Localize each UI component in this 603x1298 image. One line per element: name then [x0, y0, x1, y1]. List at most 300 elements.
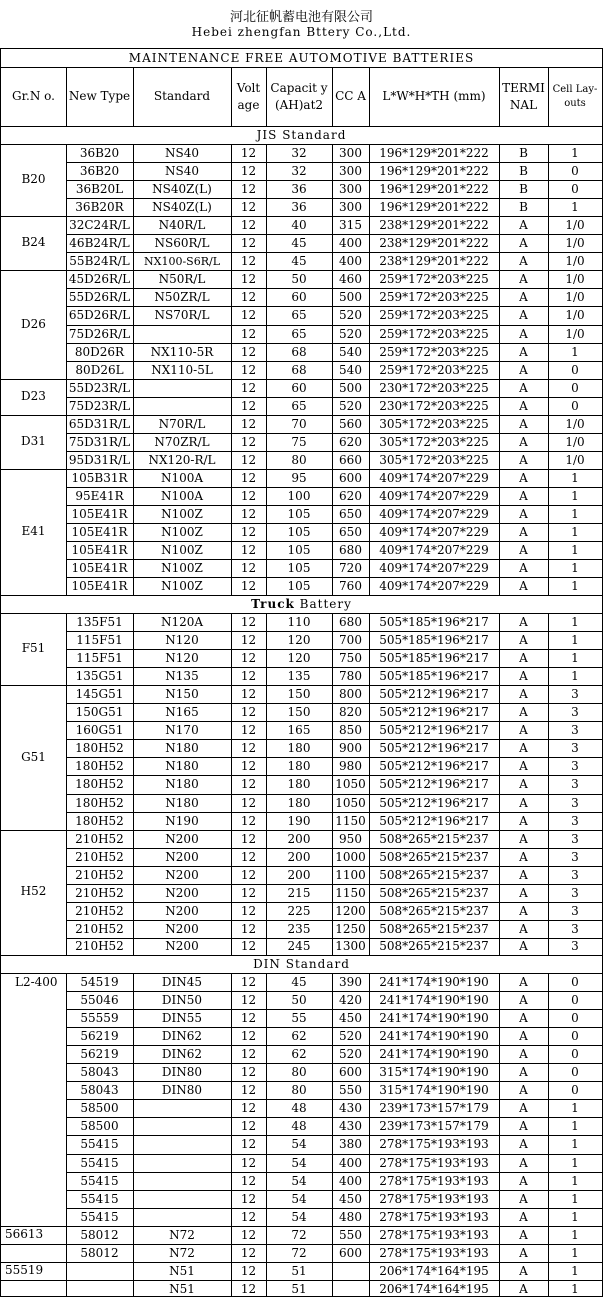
- cca-cell: 315: [339, 218, 362, 233]
- grid-hline: [66, 902, 603, 903]
- type-cell: 105E41R: [71, 579, 128, 594]
- cca-cell: 720: [339, 561, 362, 576]
- grid-vline: [231, 613, 232, 955]
- cca-cell: 1100: [335, 867, 366, 882]
- layout-cell: 1: [571, 579, 579, 594]
- layout-cell: 1: [571, 1137, 579, 1152]
- layout-cell: 1/0: [565, 452, 585, 467]
- standard-cell: [133, 1117, 231, 1135]
- standard-cell: N50R/L: [158, 272, 206, 287]
- grid-vline: [369, 144, 370, 595]
- standard-cell: [133, 1190, 231, 1208]
- type-cell: 80D26R: [74, 344, 125, 359]
- standard-cell: N100A: [160, 470, 204, 485]
- layout-cell: 1/0: [565, 254, 585, 269]
- terminal-cell: A: [519, 867, 528, 882]
- grid-hline: [66, 1154, 603, 1155]
- terminal-cell: A: [519, 1245, 528, 1260]
- grid-hline: [66, 1117, 603, 1118]
- capacity-cell: 40: [291, 218, 307, 233]
- dimensions-cell: 278*175*193*193: [379, 1191, 489, 1206]
- grid-vline: [266, 67, 267, 126]
- type-cell: 80D26L: [75, 362, 124, 377]
- layout-cell: 1: [571, 1173, 579, 1188]
- voltage-cell: 12: [240, 1245, 257, 1260]
- capacity-cell: 80: [291, 1083, 307, 1098]
- voltage-cell: 12: [240, 1227, 257, 1242]
- voltage-cell: 12: [240, 362, 257, 377]
- dimensions-cell: 305*172*203*225: [379, 452, 489, 467]
- standard-cell: NS40: [165, 164, 199, 179]
- grid-hline: [66, 991, 603, 992]
- layout-cell: 0: [571, 182, 579, 197]
- dimensions-cell: 505*185*196*217: [379, 615, 489, 630]
- cca-cell: 850: [339, 723, 362, 738]
- cca-cell: 550: [339, 1227, 362, 1242]
- type-cell: 95D31R/L: [68, 452, 131, 467]
- dimensions-cell: 196*129*201*222: [379, 200, 489, 215]
- voltage-cell: 12: [240, 1173, 257, 1188]
- capacity-cell: 51: [291, 1263, 307, 1278]
- type-cell: 210H52: [75, 885, 124, 900]
- company-name-zh: 河北征帆蓄电池有限公司: [229, 10, 373, 25]
- grid-hline: [0, 48, 603, 49]
- grid-hline: [66, 397, 603, 398]
- voltage-cell: 12: [240, 903, 257, 918]
- cca-cell: 420: [339, 993, 362, 1008]
- dimensions-cell: 305*172*203*225: [379, 416, 489, 431]
- grid-hline: [0, 216, 603, 217]
- standard-cell: N100Z: [161, 561, 203, 576]
- grid-vline: [231, 973, 232, 1297]
- grid-vline: [133, 144, 134, 595]
- dimensions-cell: 409*174*207*229: [379, 579, 489, 594]
- voltage-cell: 12: [240, 1263, 257, 1278]
- standard-cell: N200: [165, 867, 199, 882]
- type-cell: 32C24R/L: [69, 218, 130, 233]
- terminal-cell: A: [519, 218, 528, 233]
- grid-hline: [66, 775, 603, 776]
- grid-hline: [0, 955, 603, 956]
- cca-cell: 460: [339, 272, 362, 287]
- layout-cell: 0: [571, 1065, 579, 1080]
- voltage-cell: 12: [240, 525, 257, 540]
- layout-cell: 3: [571, 831, 579, 846]
- dimensions-cell: 505*212*196*217: [379, 741, 489, 756]
- terminal-cell: A: [519, 507, 528, 522]
- dimensions-cell: 505*212*196*217: [379, 723, 489, 738]
- layout-cell: 1: [571, 1101, 579, 1116]
- terminal-cell: A: [519, 921, 528, 936]
- grid-vline: [66, 67, 67, 126]
- grid-hline: [0, 1226, 603, 1227]
- grid-hline: [66, 703, 603, 704]
- type-cell: 36B20: [79, 146, 120, 161]
- cca-cell: 750: [339, 651, 362, 666]
- cca-cell: 780: [339, 669, 362, 684]
- voltage-cell: 12: [240, 452, 257, 467]
- group-f51: F51: [21, 641, 46, 656]
- capacity-cell: 62: [291, 1047, 307, 1062]
- cca-cell: 400: [339, 1155, 362, 1170]
- layout-cell: 1: [571, 1119, 579, 1134]
- cca-cell: 300: [339, 146, 362, 161]
- capacity-cell: 105: [287, 561, 311, 576]
- layout-cell: 3: [571, 939, 579, 954]
- grid-hline: [66, 234, 603, 235]
- layout-cell: 0: [571, 975, 579, 990]
- voltage-cell: 12: [240, 705, 257, 720]
- terminal-cell: A: [519, 759, 528, 774]
- group-e41: E41: [21, 524, 46, 539]
- voltage-cell: 12: [240, 254, 257, 269]
- voltage-cell: 12: [240, 416, 257, 431]
- dimensions-cell: 315*174*190*190: [379, 1065, 489, 1080]
- type-cell: 45D26R/L: [68, 272, 131, 287]
- dimensions-cell: 409*174*207*229: [379, 543, 489, 558]
- dimensions-cell: 505*185*196*217: [379, 669, 489, 684]
- dimensions-cell: 196*129*201*222: [379, 164, 489, 179]
- type-cell: 160G51: [75, 723, 124, 738]
- header-capacity: Capacit y (AH)at2: [270, 81, 328, 112]
- terminal-cell: B: [519, 182, 528, 197]
- cca-cell: 900: [339, 741, 362, 756]
- grid-hline: [66, 288, 603, 289]
- dimensions-cell: 508*265*215*237: [379, 849, 489, 864]
- cca-cell: 450: [339, 1191, 362, 1206]
- cca-cell: 450: [339, 1011, 362, 1026]
- voltage-cell: 12: [240, 813, 257, 828]
- terminal-cell: A: [519, 741, 528, 756]
- standard-cell: [133, 379, 231, 397]
- grid-hline: [66, 1244, 603, 1245]
- voltage-cell: 12: [240, 1011, 257, 1026]
- terminal-cell: A: [519, 1119, 528, 1134]
- standard-cell: N120A: [160, 615, 204, 630]
- layout-cell: 1: [571, 200, 579, 215]
- grid-vline: [548, 144, 549, 595]
- header-gr-no: Gr.N o.: [12, 89, 55, 104]
- standard-cell: DIN45: [161, 975, 203, 990]
- terminal-cell: B: [519, 164, 528, 179]
- grid-hline: [66, 1135, 603, 1136]
- standard-cell: DIN55: [161, 1011, 203, 1026]
- grid-hline: [66, 559, 603, 560]
- grid-vline: [369, 973, 370, 1297]
- voltage-cell: 12: [240, 579, 257, 594]
- type-cell: 55559: [80, 1011, 119, 1026]
- capacity-cell: 100: [287, 488, 311, 503]
- type-cell: 56219: [80, 1047, 119, 1062]
- grid-hline: [66, 631, 603, 632]
- cca-cell: 400: [339, 236, 362, 251]
- voltage-cell: 12: [240, 867, 257, 882]
- standard-cell: N150: [165, 687, 199, 702]
- cca-cell: 500: [339, 290, 362, 305]
- capacity-cell: 235: [287, 921, 311, 936]
- standard-cell: NX110-5R: [150, 344, 214, 359]
- grid-hline: [66, 1009, 603, 1010]
- terminal-cell: A: [519, 975, 528, 990]
- grid-hline: [0, 144, 603, 145]
- grid-vline: [66, 613, 67, 955]
- standard-cell: N72: [169, 1245, 195, 1260]
- type-cell: 180H52: [75, 777, 124, 792]
- capacity-cell: 200: [287, 831, 311, 846]
- layout-cell: 1: [571, 1191, 579, 1206]
- capacity-cell: 54: [291, 1209, 307, 1224]
- cca-cell: 950: [339, 831, 362, 846]
- grid-hline: [66, 433, 603, 434]
- header-dimensions: L*W*H*TH (mm): [382, 89, 486, 104]
- standard-cell: N135: [165, 669, 199, 684]
- cca-cell: 560: [339, 416, 362, 431]
- header-cell-layouts: Cell Lay- outs: [552, 83, 598, 109]
- type-cell: 55415: [80, 1209, 119, 1224]
- grid-hline: [66, 505, 603, 506]
- grid-vline: [369, 613, 370, 955]
- grid-vline: [231, 67, 232, 126]
- dimensions-cell: 505*212*196*217: [379, 759, 489, 774]
- layout-cell: 3: [571, 903, 579, 918]
- terminal-cell: A: [519, 434, 528, 449]
- voltage-cell: 12: [240, 1029, 257, 1044]
- layout-cell: 1: [571, 1281, 579, 1296]
- cca-cell: [332, 1262, 369, 1280]
- standard-cell: NX110-5L: [151, 362, 213, 377]
- dimensions-cell: 278*175*193*193: [379, 1227, 489, 1242]
- dimensions-cell: 505*185*196*217: [379, 633, 489, 648]
- grid-vline: [266, 613, 267, 955]
- cca-cell: 600: [339, 470, 362, 485]
- voltage-cell: 12: [240, 398, 257, 413]
- capacity-cell: 55: [291, 1011, 307, 1026]
- layout-cell: 0: [571, 1047, 579, 1062]
- grid-hline: [66, 252, 603, 253]
- terminal-cell: A: [519, 1263, 528, 1278]
- dimensions-cell: 239*173*157*179: [379, 1119, 489, 1134]
- voltage-cell: 12: [240, 236, 257, 251]
- type-cell: 55415: [80, 1155, 119, 1170]
- cca-cell: 300: [339, 164, 362, 179]
- standard-cell: [133, 1172, 231, 1190]
- grid-hline: [66, 541, 603, 542]
- voltage-cell: 12: [240, 164, 257, 179]
- standard-cell: N180: [165, 759, 199, 774]
- type-cell: 75D23R/L: [68, 398, 131, 413]
- standard-cell: N100Z: [161, 507, 203, 522]
- grid-vline: [548, 973, 549, 1297]
- grid-vline: [0, 48, 1, 1297]
- group-g51: G51: [21, 749, 46, 764]
- terminal-cell: A: [519, 777, 528, 792]
- voltage-cell: 12: [240, 272, 257, 287]
- terminal-cell: A: [519, 1083, 528, 1098]
- cca-cell: 430: [339, 1119, 362, 1134]
- grid-hline: [66, 1280, 603, 1281]
- capacity-cell: 110: [287, 615, 311, 630]
- layout-cell: 1: [571, 1245, 579, 1260]
- capacity-cell: 150: [287, 705, 311, 720]
- capacity-cell: 68: [291, 362, 307, 377]
- grid-vline: [548, 613, 549, 955]
- standard-cell: N200: [165, 885, 199, 900]
- type-cell: 115F51: [76, 633, 123, 648]
- grid-hline: [66, 162, 603, 163]
- voltage-cell: 12: [240, 993, 257, 1008]
- layout-cell: 1/0: [565, 326, 585, 341]
- capacity-cell: 62: [291, 1029, 307, 1044]
- standard-cell: N165: [165, 705, 199, 720]
- dimensions-cell: 238*129*201*222: [379, 218, 489, 233]
- layout-cell: 1: [571, 543, 579, 558]
- grid-hline: [0, 595, 603, 596]
- standard-cell: N180: [165, 795, 199, 810]
- cca-cell: 660: [339, 452, 362, 467]
- layout-cell: 3: [571, 885, 579, 900]
- capacity-cell: 105: [287, 525, 311, 540]
- group-g56613: 56613: [5, 1226, 44, 1241]
- layout-cell: 1: [571, 344, 579, 359]
- voltage-cell: 12: [240, 344, 257, 359]
- section-truck-label: Truck: [251, 597, 295, 611]
- dimensions-cell: 259*172*203*225: [379, 362, 489, 377]
- type-cell: 135G51: [75, 669, 124, 684]
- voltage-cell: 12: [240, 795, 257, 810]
- terminal-cell: A: [519, 1065, 528, 1080]
- grid-hline: [66, 1063, 603, 1064]
- capacity-cell: 245: [287, 939, 311, 954]
- type-cell: 55415: [80, 1191, 119, 1206]
- dimensions-cell: 196*129*201*222: [379, 146, 489, 161]
- standard-cell: N100Z: [161, 579, 203, 594]
- dimensions-cell: 278*175*193*193: [379, 1155, 489, 1170]
- dimensions-cell: 259*172*203*225: [379, 308, 489, 323]
- grid-vline: [66, 973, 67, 1297]
- voltage-cell: 12: [240, 543, 257, 558]
- terminal-cell: A: [519, 885, 528, 900]
- grid-hline: [66, 577, 603, 578]
- terminal-cell: A: [519, 1155, 528, 1170]
- layout-cell: 3: [571, 687, 579, 702]
- dimensions-cell: 241*174*190*190: [379, 1029, 489, 1044]
- cca-cell: 520: [339, 398, 362, 413]
- grid-hline: [66, 523, 603, 524]
- standard-cell: N100Z: [161, 543, 203, 558]
- standard-cell: N120: [165, 633, 199, 648]
- type-cell: 55046: [80, 993, 119, 1008]
- group-h52: H52: [20, 884, 47, 899]
- dimensions-cell: 508*265*215*237: [379, 903, 489, 918]
- capacity-cell: 45: [291, 975, 307, 990]
- capacity-cell: 180: [287, 759, 311, 774]
- grid-hline: [0, 830, 603, 831]
- group-b20: B20: [21, 172, 46, 187]
- capacity-cell: 54: [291, 1173, 307, 1188]
- dimensions-cell: 508*265*215*237: [379, 831, 489, 846]
- type-cell: 105E41R: [71, 543, 128, 558]
- capacity-cell: 50: [291, 272, 307, 287]
- dimensions-cell: 259*172*203*225: [379, 272, 489, 287]
- layout-cell: 0: [571, 380, 579, 395]
- voltage-cell: 12: [240, 1047, 257, 1062]
- grid-hline: [0, 67, 603, 68]
- voltage-cell: 12: [240, 741, 257, 756]
- dimensions-cell: 409*174*207*229: [379, 525, 489, 540]
- layout-cell: 1/0: [565, 434, 585, 449]
- capacity-cell: 200: [287, 867, 311, 882]
- layout-cell: 0: [571, 1083, 579, 1098]
- terminal-cell: A: [519, 254, 528, 269]
- standard-cell: [133, 325, 231, 343]
- type-cell: 210H52: [75, 849, 124, 864]
- type-cell: 36B20R: [75, 200, 124, 215]
- grid-vline: [266, 973, 267, 1297]
- grid-hline: [0, 415, 603, 416]
- dimensions-cell: 196*129*201*222: [379, 182, 489, 197]
- grid-hline: [0, 685, 603, 686]
- cca-cell: 820: [339, 705, 362, 720]
- table-banner: MAINTENANCE FREE AUTOMOTIVE BATTERIES: [128, 50, 475, 65]
- grid-vline: [499, 973, 500, 1297]
- cca-cell: 540: [339, 344, 362, 359]
- dimensions-cell: 259*172*203*225: [379, 326, 489, 341]
- grid-vline: [133, 67, 134, 126]
- cca-cell: 680: [339, 543, 362, 558]
- grid-hline: [66, 667, 603, 668]
- type-cell: 180H52: [75, 759, 124, 774]
- capacity-cell: 45: [291, 254, 307, 269]
- standard-cell: N200: [165, 903, 199, 918]
- grid-hline: [66, 739, 603, 740]
- grid-hline: [66, 1172, 603, 1173]
- standard-cell: NS40Z(L): [152, 182, 212, 197]
- terminal-cell: A: [519, 669, 528, 684]
- terminal-cell: A: [519, 939, 528, 954]
- terminal-cell: A: [519, 236, 528, 251]
- capacity-cell: 165: [287, 723, 311, 738]
- layout-cell: 3: [571, 795, 579, 810]
- voltage-cell: 12: [240, 380, 257, 395]
- grid-hline: [66, 649, 603, 650]
- capacity-cell: 105: [287, 507, 311, 522]
- header-new-type: New Type: [68, 89, 131, 104]
- grid-hline: [0, 379, 603, 380]
- type-cell: 105E41R: [71, 561, 128, 576]
- dimensions-cell: 315*174*190*190: [379, 1083, 489, 1098]
- voltage-cell: 12: [240, 723, 257, 738]
- grid-hline: [66, 306, 603, 307]
- capacity-cell: 72: [291, 1227, 307, 1242]
- terminal-cell: A: [519, 1101, 528, 1116]
- grid-hline: [66, 721, 603, 722]
- cca-cell: 620: [339, 434, 362, 449]
- type-cell: 58500: [80, 1119, 119, 1134]
- layout-cell: 1: [571, 146, 579, 161]
- voltage-cell: 12: [240, 200, 257, 215]
- cca-cell: 520: [339, 326, 362, 341]
- cca-cell: 650: [339, 525, 362, 540]
- voltage-cell: 12: [240, 1101, 257, 1116]
- standard-cell: N70ZR/L: [154, 434, 210, 449]
- grid-vline: [332, 144, 333, 595]
- grid-hline: [66, 180, 603, 181]
- voltage-cell: 12: [240, 434, 257, 449]
- standard-cell: [133, 397, 231, 415]
- capacity-cell: 180: [287, 741, 311, 756]
- type-cell: 55415: [80, 1137, 119, 1152]
- section-din-standard: DIN Standard: [253, 957, 350, 971]
